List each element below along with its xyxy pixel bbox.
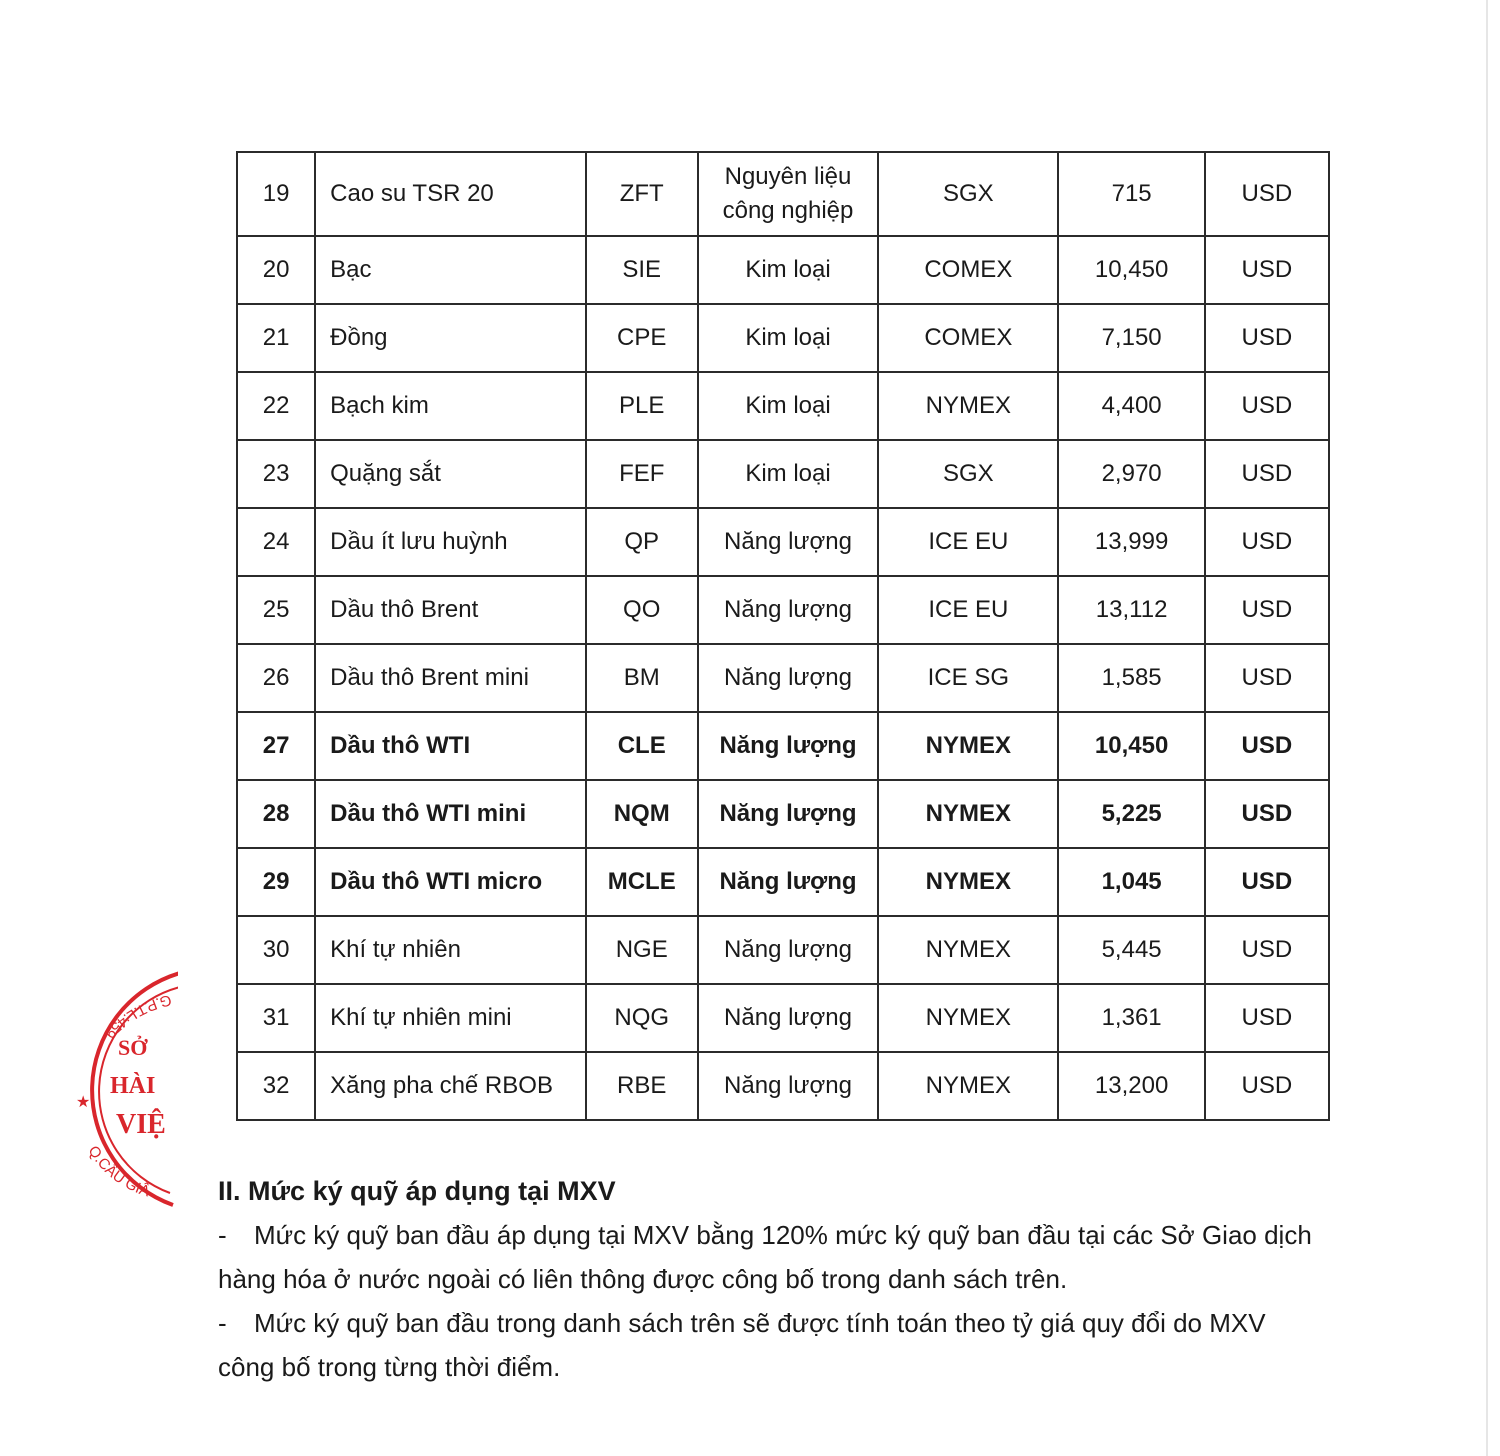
section-heading: II. Mức ký quỹ áp dụng tại MXV — [218, 1176, 616, 1206]
cell-group-line: công nghiệp — [722, 197, 854, 224]
table-row — [237, 1052, 1329, 1120]
cell-currency: USD — [1205, 440, 1329, 508]
cell-margin: 5,445 — [1058, 916, 1204, 984]
cell-group: Năng lượng — [698, 1052, 878, 1120]
table-row — [237, 916, 1329, 984]
paragraph-2-text: Mức ký quỹ ban đầu trong danh sách trên sẽ được tính toán theo tỷ giá quy đổi do MXV công bố trong từng thời điểm. — [218, 1308, 1266, 1382]
cell-currency: USD — [1205, 152, 1329, 236]
cell-code: CPE — [586, 304, 698, 372]
cell-code: NQG — [586, 984, 698, 1052]
cell-code: MCLE — [586, 848, 698, 916]
table-row — [237, 152, 1329, 236]
cell-name: Dầu thô WTI — [315, 712, 585, 780]
cell-name: Dầu thô Brent — [315, 576, 585, 644]
table-row — [237, 304, 1329, 372]
cell-code: NQM — [586, 780, 698, 848]
cell-stt: 24 — [237, 508, 315, 576]
table-row — [237, 780, 1329, 848]
bullet-dash: - — [218, 1308, 227, 1338]
cell-exchange: ICE EU — [878, 576, 1058, 644]
cell-stt: 28 — [237, 780, 315, 848]
cell-name: Xăng pha chế RBOB — [315, 1052, 585, 1120]
cell-group — [698, 152, 878, 236]
table-row — [237, 644, 1329, 712]
cell-exchange: NYMEX — [878, 712, 1058, 780]
cell-currency: USD — [1205, 644, 1329, 712]
seal-line-2: HÀI — [110, 1073, 156, 1099]
cell-currency: USD — [1205, 984, 1329, 1052]
table-row — [237, 848, 1329, 916]
cell-stt: 22 — [237, 372, 315, 440]
cell-group: Kim loại — [698, 372, 878, 440]
cell-group: Năng lượng — [698, 848, 878, 916]
cell-code: QO — [586, 576, 698, 644]
cell-currency: USD — [1205, 304, 1329, 372]
cell-stt: 27 — [237, 712, 315, 780]
cell-exchange: ICE EU — [878, 508, 1058, 576]
cell-exchange: NYMEX — [878, 372, 1058, 440]
cell-currency: USD — [1205, 1052, 1329, 1120]
cell-exchange: NYMEX — [878, 916, 1058, 984]
cell-code: ZFT — [586, 152, 698, 236]
cell-margin: 4,400 — [1058, 372, 1204, 440]
table-row — [237, 440, 1329, 508]
cell-stt: 30 — [237, 916, 315, 984]
paragraph-2 — [218, 1301, 1328, 1389]
cell-margin: 2,970 — [1058, 440, 1204, 508]
cell-exchange: NYMEX — [878, 848, 1058, 916]
seal-star-icon: ★ — [76, 1094, 91, 1111]
cell-stt: 29 — [237, 848, 315, 916]
table-row — [237, 576, 1329, 644]
cell-exchange: SGX — [878, 152, 1058, 236]
cell-group: Năng lượng — [698, 984, 878, 1052]
cell-margin: 7,150 — [1058, 304, 1204, 372]
cell-margin: 10,450 — [1058, 236, 1204, 304]
cell-stt: 21 — [237, 304, 315, 372]
cell-currency: USD — [1205, 780, 1329, 848]
cell-exchange: NYMEX — [878, 984, 1058, 1052]
cell-code: RBE — [586, 1052, 698, 1120]
cell-group: Kim loại — [698, 440, 878, 508]
cell-stt: 25 — [237, 576, 315, 644]
cell-margin: 13,112 — [1058, 576, 1204, 644]
cell-exchange: COMEX — [878, 236, 1058, 304]
cell-exchange: NYMEX — [878, 780, 1058, 848]
cell-margin: 13,999 — [1058, 508, 1204, 576]
cell-margin: 10,450 — [1058, 712, 1204, 780]
margin-table — [236, 151, 1330, 1121]
cell-stt: 19 — [237, 152, 315, 236]
cell-code: NGE — [586, 916, 698, 984]
cell-name: Dầu thô Brent mini — [315, 644, 585, 712]
cell-margin: 1,045 — [1058, 848, 1204, 916]
cell-margin: 715 — [1058, 152, 1204, 236]
cell-name: Dầu thô WTI mini — [315, 780, 585, 848]
cell-currency: USD — [1205, 916, 1329, 984]
table-body — [237, 152, 1329, 1120]
cell-group: Năng lượng — [698, 780, 878, 848]
cell-name: Dầu thô WTI micro — [315, 848, 585, 916]
margin-section — [218, 1176, 1328, 1389]
page-edge — [1486, 0, 1488, 1456]
cell-margin: 13,200 — [1058, 1052, 1204, 1120]
cell-group: Kim loại — [698, 236, 878, 304]
cell-currency: USD — [1205, 576, 1329, 644]
cell-name: Khí tự nhiên — [315, 916, 585, 984]
cell-name: Quặng sắt — [315, 440, 585, 508]
cell-group: Năng lượng — [698, 576, 878, 644]
table-row — [237, 508, 1329, 576]
cell-code: BM — [586, 644, 698, 712]
cell-group: Năng lượng — [698, 644, 878, 712]
cell-code: CLE — [586, 712, 698, 780]
cell-name: Dầu ít lưu huỳnh — [315, 508, 585, 576]
cell-code: SIE — [586, 236, 698, 304]
table-row — [237, 372, 1329, 440]
cell-group-line: Nguyên liệu — [724, 163, 852, 190]
cell-exchange: NYMEX — [878, 1052, 1058, 1120]
cell-currency: USD — [1205, 508, 1329, 576]
seal-ring-text: G.P.T.L:459 — [101, 990, 174, 1042]
seal-line-1: SỞ — [118, 1035, 148, 1060]
cell-currency: USD — [1205, 712, 1329, 780]
cell-currency: USD — [1205, 236, 1329, 304]
red-seal-stamp — [58, 965, 178, 1210]
cell-margin: 1,361 — [1058, 984, 1204, 1052]
cell-margin: 1,585 — [1058, 644, 1204, 712]
cell-name: Đồng — [315, 304, 585, 372]
bullet-dash: - — [218, 1220, 227, 1250]
cell-code: PLE — [586, 372, 698, 440]
cell-stt: 32 — [237, 1052, 315, 1120]
cell-exchange: ICE SG — [878, 644, 1058, 712]
cell-exchange: SGX — [878, 440, 1058, 508]
cell-currency: USD — [1205, 372, 1329, 440]
cell-name: Bạc — [315, 236, 585, 304]
cell-stt: 26 — [237, 644, 315, 712]
cell-name: Bạch kim — [315, 372, 585, 440]
cell-exchange: COMEX — [878, 304, 1058, 372]
paragraph-1-text: Mức ký quỹ ban đầu áp dụng tại MXV bằng 120% mức ký quỹ ban đầu tại các Sở Giao dịch hàng hóa ở nước ngoài có liên thông được công bố trong danh sách trên. — [218, 1220, 1312, 1294]
cell-name: Cao su TSR 20 — [315, 152, 585, 236]
table-row — [237, 712, 1329, 780]
paragraph-1 — [218, 1213, 1328, 1301]
cell-name: Khí tự nhiên mini — [315, 984, 585, 1052]
cell-stt: 20 — [237, 236, 315, 304]
cell-margin: 5,225 — [1058, 780, 1204, 848]
cell-group: Kim loại — [698, 304, 878, 372]
cell-code: QP — [586, 508, 698, 576]
table-row — [237, 236, 1329, 304]
cell-currency: USD — [1205, 848, 1329, 916]
seal-bottom-text: Q.CẦU GIẤ — [84, 1142, 152, 1201]
seal-line-3: VIỆ — [116, 1109, 166, 1140]
cell-stt: 31 — [237, 984, 315, 1052]
cell-group: Năng lượng — [698, 916, 878, 984]
cell-group: Năng lượng — [698, 508, 878, 576]
cell-group: Năng lượng — [698, 712, 878, 780]
cell-stt: 23 — [237, 440, 315, 508]
cell-code: FEF — [586, 440, 698, 508]
table-row — [237, 984, 1329, 1052]
